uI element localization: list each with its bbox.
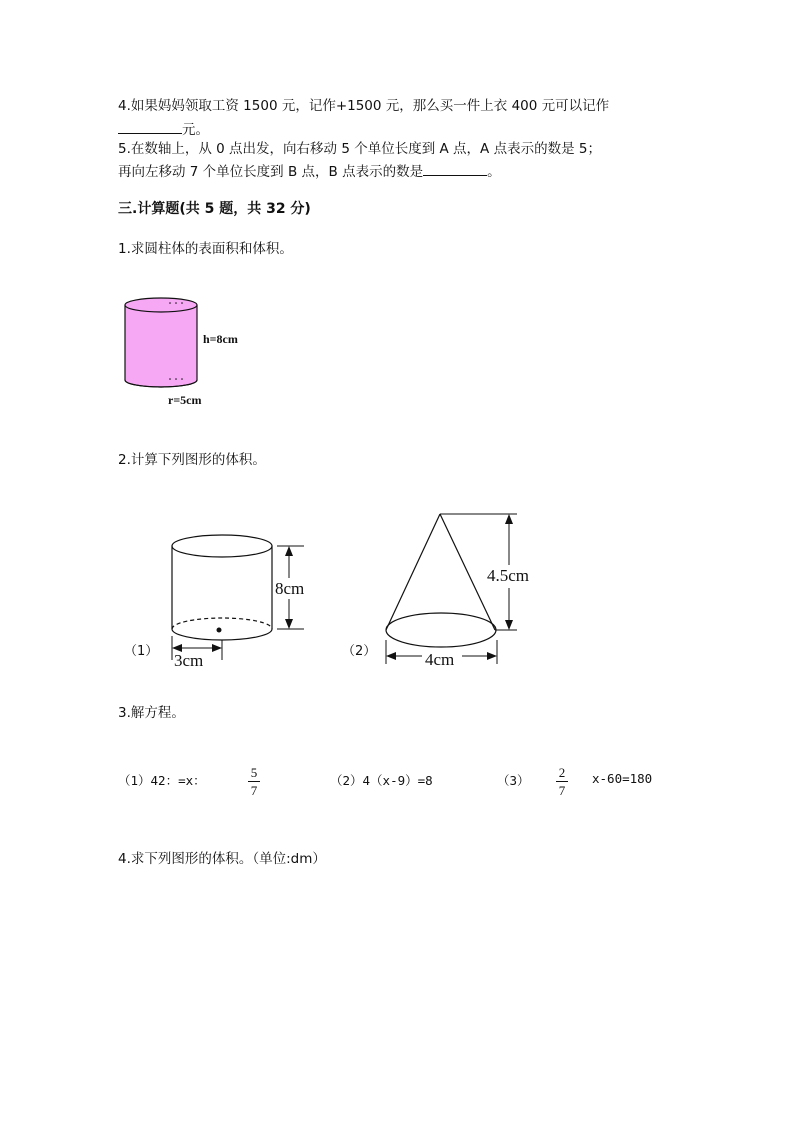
cylinder-height-label: 8cm xyxy=(275,579,305,598)
equation-3: x-60=180 xyxy=(592,771,653,786)
question-4-line1: 4.如果妈妈领取工资 1500 元，记作+1500 元，那么买一件上衣 400 元可以记作 xyxy=(118,98,610,114)
fraction-2-7 xyxy=(556,765,568,798)
q4-suffix: 元。 xyxy=(182,122,209,138)
fraction-denominator: 7 xyxy=(558,783,566,798)
question-5-line1: 5.在数轴上，从 0 点出发，向右移动 5 个单位长度到 A 点，A 点表示的数是 5； xyxy=(118,141,601,157)
cylinder-radius-label: 3cm xyxy=(174,651,204,670)
q5-prefix: 再向左移动 7 个单位长度到 B 点，B 点表示的数是 xyxy=(118,164,424,180)
fraction-numerator: 2 xyxy=(558,765,566,780)
section-title: 三.计算题(共 5 题，共 32 分) xyxy=(118,201,311,217)
equation-2: （2）4（x-9）=8 xyxy=(330,773,433,788)
question-1: 1.求圆柱体的表面积和体积。 xyxy=(118,241,293,257)
radius-label: r=5cm xyxy=(168,393,202,407)
equation-3-index: （3） xyxy=(497,773,530,788)
figure-2-index: （2） xyxy=(342,644,377,659)
cone-diameter-label: 4cm xyxy=(425,650,455,669)
height-label: h=8cm xyxy=(203,332,238,346)
fraction-denominator: 7 xyxy=(250,783,258,798)
question-4-volume: 4.求下列图形的体积。（单位:dm） xyxy=(118,851,326,867)
fraction-5-7 xyxy=(248,765,260,798)
question-3: 3.解方程。 xyxy=(118,705,185,721)
q5-suffix: 。 xyxy=(487,164,501,180)
question-2: 2.计算下列图形的体积。 xyxy=(118,452,266,468)
cone-height-label: 4.5cm xyxy=(487,566,530,585)
figure-1-index: （1） xyxy=(124,644,159,659)
equation-1: （1）42：=x： xyxy=(118,773,206,788)
fraction-numerator: 5 xyxy=(250,765,258,780)
